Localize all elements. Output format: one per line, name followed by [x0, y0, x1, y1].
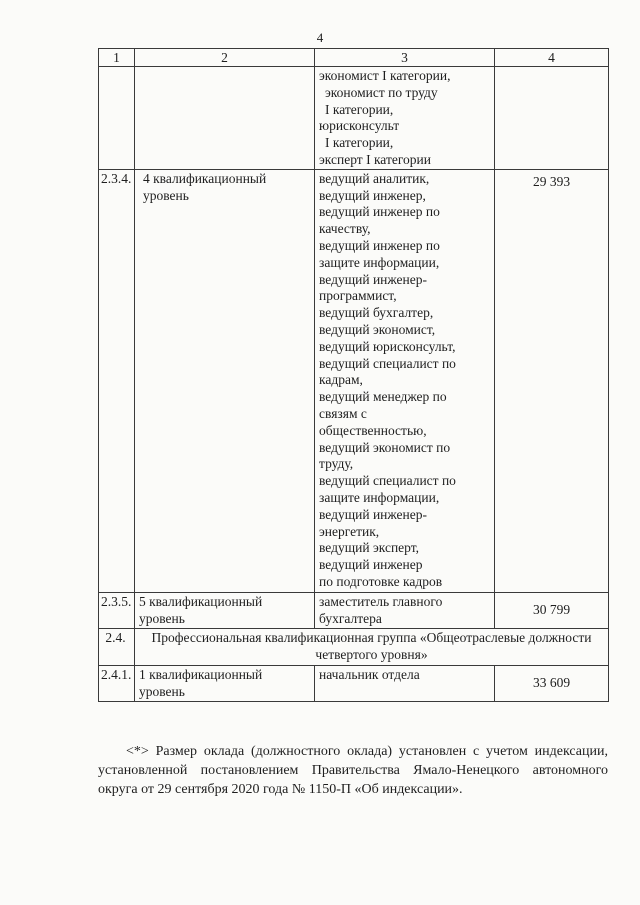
row-positions: начальник отдела	[315, 665, 495, 702]
position-line: I категории,	[325, 135, 394, 151]
row-number	[99, 67, 135, 170]
row-level	[135, 67, 315, 170]
position-line: защите информации,	[319, 489, 440, 505]
row-level: 4 квалификационный уровень	[135, 169, 315, 592]
header-col-1: 1	[99, 49, 135, 67]
row-positions: заместитель главного бухгалтера	[315, 592, 495, 629]
salary-table	[98, 48, 609, 702]
position-line: общественностью,	[319, 422, 427, 438]
row-positions	[315, 169, 495, 592]
position-line: ведущий специалист по	[319, 355, 456, 371]
position-line: ведущий юрисконсульт,	[319, 338, 456, 354]
row-salary: 33 609	[495, 665, 609, 702]
table-row-2-4-1	[99, 665, 609, 702]
position-line: ведущий инженер-	[319, 506, 427, 522]
position-line: ведущий экономист,	[319, 321, 436, 337]
position-line: ведущий инженер по	[319, 204, 440, 220]
row-salary	[495, 67, 609, 170]
position-line: труду,	[319, 456, 354, 472]
position-line: ведущий инженер по	[319, 237, 440, 253]
position-line: связям с	[319, 405, 367, 421]
position-line: кадрам,	[319, 372, 363, 388]
position-line: ведущий менеджер по	[319, 389, 447, 405]
row-salary: 30 799	[495, 592, 609, 629]
position-line: ведущий инженер,	[319, 187, 426, 203]
position-line: качеству,	[319, 221, 371, 237]
position-line: I категории,	[325, 101, 394, 117]
position-line: защите информации,	[319, 254, 440, 270]
position-line: юрисконсульт	[319, 118, 400, 134]
table-row-2-4	[99, 629, 609, 666]
footnote	[98, 742, 608, 799]
table-header-row	[99, 49, 609, 67]
footnote-text: <*> Размер оклада (должностного оклада) установлен с учетом индексации, установленной постановлением Правительства Ямало-Ненецкого автономного округа от 29 сентября 2020 года № 1150-П «Об индексации».	[98, 744, 608, 797]
row-number: 2.4.	[99, 629, 135, 666]
row-level: 5 квалификационный уровень	[135, 592, 315, 629]
page-number: 4	[316, 30, 324, 45]
header-col-4: 4	[495, 49, 609, 67]
position-line: ведущий инженер	[319, 557, 423, 573]
position-line: экономист I категории,	[319, 68, 451, 83]
position-line: энергетик,	[319, 523, 380, 539]
group-title: Профессиональная квалификационная группа «Общеотраслевые должности четвертого уровня»	[135, 629, 609, 666]
position-line: ведущий специалист по	[319, 473, 456, 489]
row-salary: 29 393	[495, 169, 609, 592]
table-row-2-3-4	[99, 169, 609, 592]
position-line: ведущий экономист по	[319, 439, 451, 455]
position-line: программист,	[319, 288, 397, 304]
table-row-2-3-5	[99, 592, 609, 629]
position-line: по подготовке кадров	[319, 573, 443, 589]
position-line: ведущий бухгалтер,	[319, 305, 434, 321]
row-number: 2.3.5.	[99, 592, 135, 629]
position-line: ведущий эксперт,	[319, 540, 420, 556]
row-positions	[315, 67, 495, 170]
position-line: ведущий аналитик,	[319, 170, 430, 186]
row-number: 2.4.1.	[99, 665, 135, 702]
header-col-2: 2	[135, 49, 315, 67]
position-line: экономист по труду	[325, 84, 438, 100]
header-col-3: 3	[315, 49, 495, 67]
row-number: 2.3.4.	[99, 169, 135, 592]
position-line: эксперт I категории	[319, 151, 431, 167]
row-level: 1 квалификационный уровень	[135, 665, 315, 702]
table-row-continued	[99, 67, 609, 170]
position-line: ведущий инженер-	[319, 271, 427, 287]
